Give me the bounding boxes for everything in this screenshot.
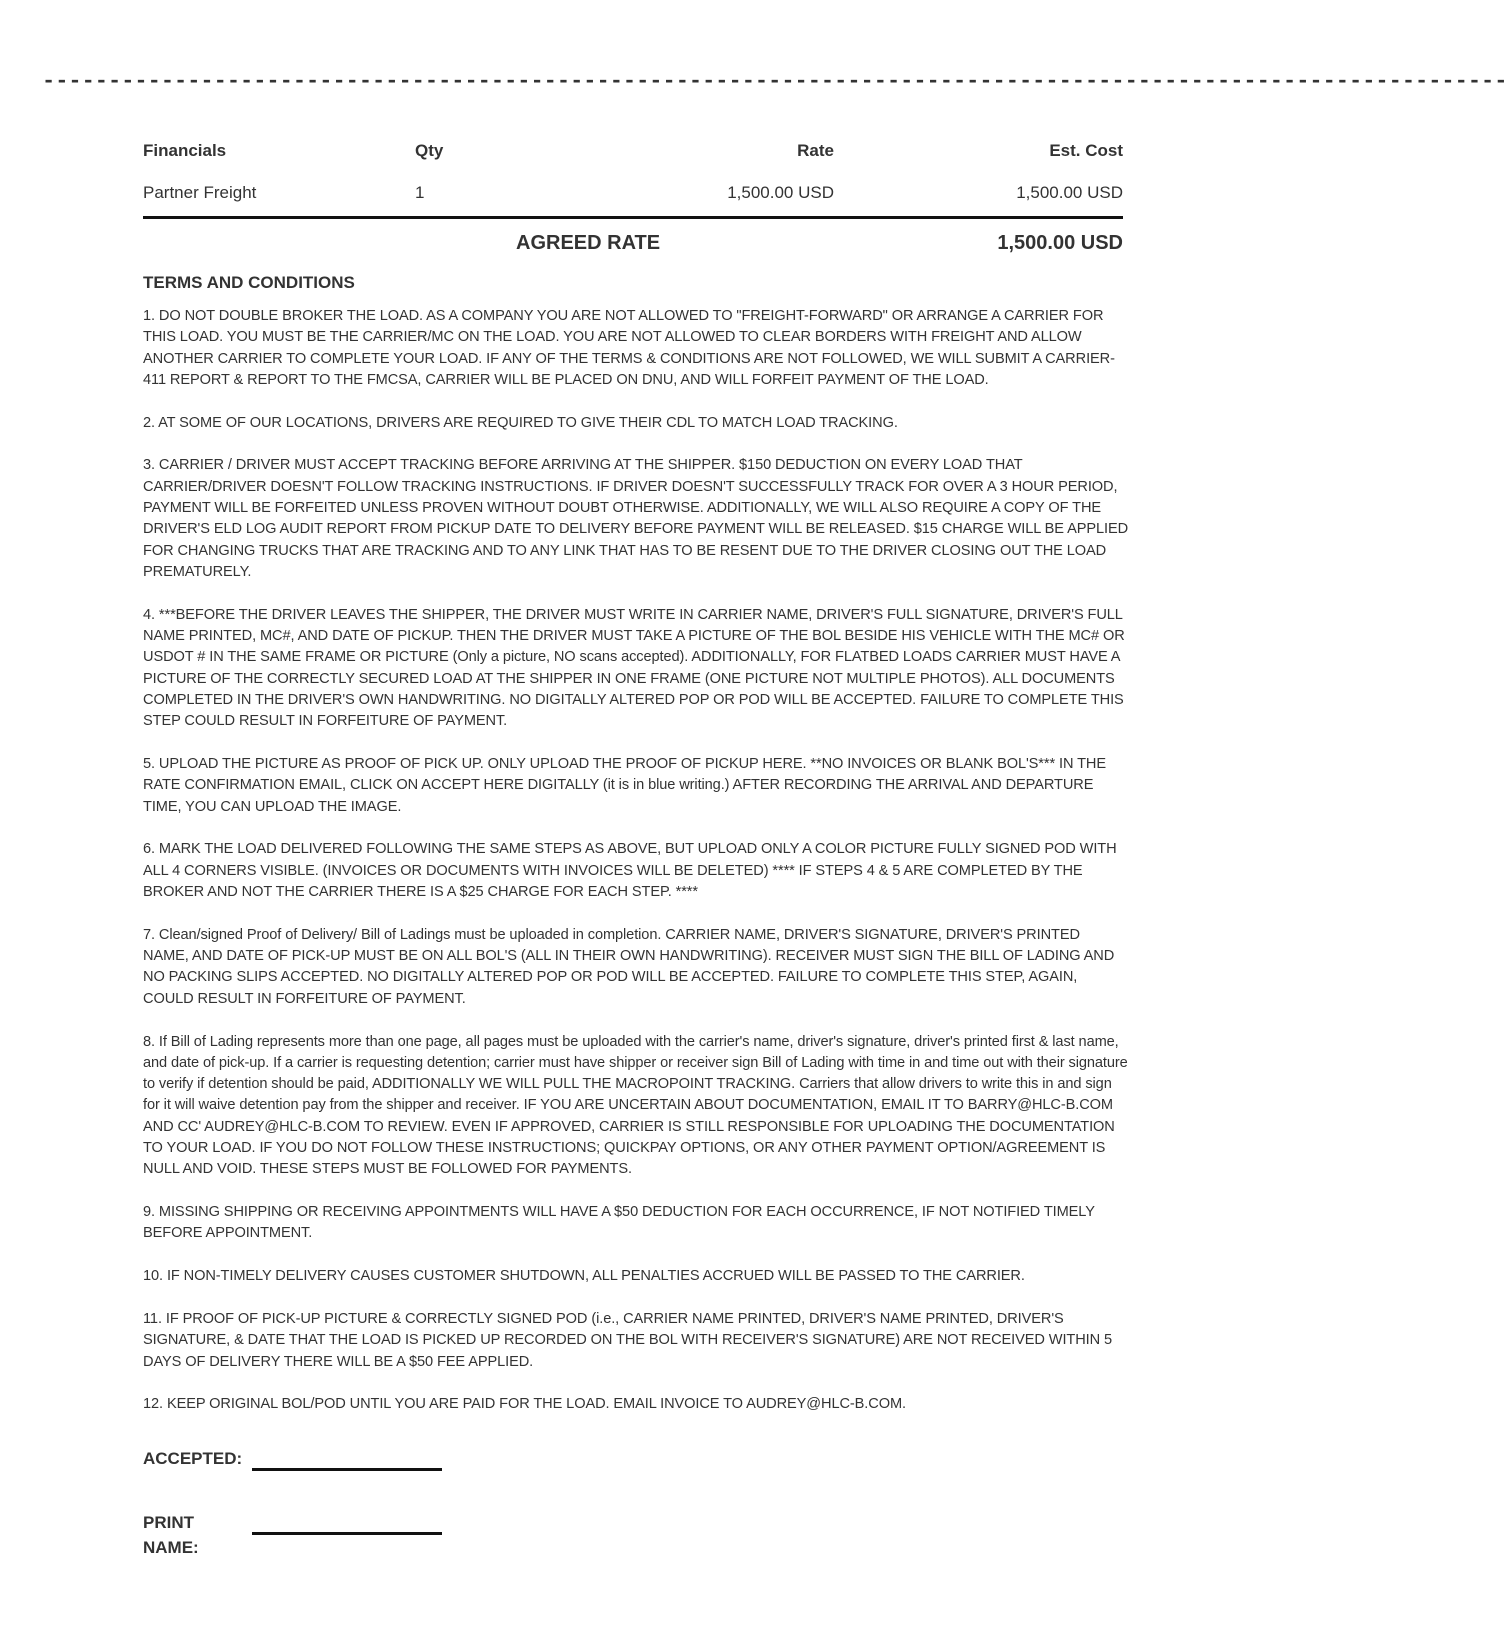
accepted-label: ACCEPTED:	[143, 1449, 243, 1468]
financials-header: Financials	[143, 141, 227, 160]
print-name-line[interactable]	[252, 1532, 442, 1535]
print-name-label-line2: NAME:	[143, 1538, 199, 1557]
qty-header: Qty	[415, 141, 444, 160]
term-item: 11. IF PROOF OF PICK-UP PICTURE & CORRECTLY SIGNED POD (i.e., CARRIER NAME PRINTED, DRIVER'S NAME PRINTED, DRIVER'S SIGNATURE, & DATE THAT THE LOAD IS PICKED UP RECORDED ON THE BOL WITH RECEIVER'S SIGNATURE) ARE NOT RECEIVED WITHIN 5 DAYS OF DELIVERY THERE WILL BE A $50 FEE APPLIED.	[143, 1310, 1113, 1370]
tear-off-separator: ---------------------------------------------------------------------------------------------------------------	[42, 69, 1507, 94]
print-name-label	[143, 1510, 199, 1560]
term-item: 6. MARK THE LOAD DELIVERED FOLLOWING THE SAME STEPS AS ABOVE, BUT UPLOAD ONLY A COLOR PICTURE FULLY SIGNED POD WITH ALL 4 CORNERS VISIBLE. (INVOICES OR DOCUMENTS WITH INVOICES WILL BE DELETED) **** IF STEPS 4 & 5 ARE COMPLETED BY THE BROKER AND NOT THE CARRIER THERE IS A $25 CHARGE FOR EACH STEP. ****	[143, 841, 1117, 901]
agreed-rate-value: 1,500.00 USD	[997, 232, 1123, 254]
print-name-label-line1: PRINT	[143, 1513, 194, 1532]
agreed-rate-row	[143, 230, 1123, 260]
term-item: 7. Clean/signed Proof of Delivery/ Bill of Ladings must be uploaded in completion. CARRIER NAME, DRIVER'S SIGNATURE, DRIVER'S PRINTED NAME, AND DATE OF PICK-UP MUST BE ON ALL BOL'S (ALL IN THEIR OWN HANDWRITING). RECEIVER MUST SIGN THE BILL OF LADING AND NO PACKING SLIPS ACCEPTED. NO DIGITALLY ALTERED POP OR POD WILL BE ACCEPTED. FAILURE TO COMPLETE THIS STEP, AGAIN, COULD RESULT IN FORFEITURE OF PAYMENT.	[143, 926, 1115, 1007]
terms-list	[143, 306, 1128, 1437]
term-item: 1. DO NOT DOUBLE BROKER THE LOAD. AS A COMPANY YOU ARE NOT ALLOWED TO "FREIGHT-FORWARD" OR ARRANGE A CARRIER FOR THIS LOAD. YOU MUST BE THE CARRIER/MC ON THE LOAD. YOU ARE NOT ALLOWED TO CLEAR BORDERS WITH FREIGHT AND ALLOW ANOTHER CARRIER TO COMPLETE YOUR LOAD. IF ANY OF THE TERMS & CONDITIONS ARE NOT FOLLOWED, WE WILL SUBMIT A CARRIER-411 REPORT & REPORT TO THE FMCSA, CARRIER WILL BE PLACED ON DNU, AND WILL FORFEIT PAYMENT OF THE LOAD.	[143, 308, 1115, 388]
term-item: 5. UPLOAD THE PICTURE AS PROOF OF PICK UP. ONLY UPLOAD THE PROOF OF PICKUP HERE. **NO INVOICES OR BLANK BOL'S*** IN THE RATE CONFIRMATION EMAIL, CLICK ON ACCEPT HERE DIGITALLY (it is in blue writing.) AFTER RECORDING THE ARRIVAL AND DEPARTURE TIME, YOU CAN UPLOAD THE IMAGE.	[143, 756, 1106, 815]
est-cost-header: Est. Cost	[1049, 141, 1123, 160]
financials-table	[143, 136, 1123, 224]
line-item-qty: 1	[415, 183, 425, 202]
line-item-rate: 1,500.00 USD	[727, 183, 834, 202]
term-item: 8. If Bill of Lading represents more than one page, all pages must be uploaded with the carrier's name, driver's signature, driver's printed first & last name, and date of pick-up. If a carrier is requesting detention; carrier must have shipper or receiver sign Bill of Lading with time in and time out with their signature to verify if detention should be paid, ADDITIONALLY WE WILL PULL THE MACROPOINT TRACKING. Carriers that allow drivers to write this in and sign for it will waive detention pay from the shipper and receiver. IF YOU ARE UNCERTAIN ABOUT DOCUMENTATION, EMAIL IT TO BARRY@HLC-B.COM AND CC' AUDREY@HLC-B.COM TO REVIEW. EVEN IF APPROVED, CARRIER IS STILL RESPONSIBLE FOR UPLOADING THE DOCUMENTATION TO YOUR LOAD. IF YOU DO NOT FOLLOW THESE INSTRUCTIONS; QUICKPAY OPTIONS, OR ANY OTHER PAYMENT OPTION/AGREEMENT IS NULL AND VOID. THESE STEPS MUST BE FOLLOWED FOR PAYMENTS.	[143, 1033, 1128, 1178]
term-item: 3. CARRIER / DRIVER MUST ACCEPT TRACKING BEFORE ARRIVING AT THE SHIPPER. $150 DEDUCTION ON EVERY LOAD THAT CARRIER/DRIVER DOESN'T FOLLOW TRACKING INSTRUCTIONS. IF DRIVER DOESN'T SUCCESSFULLY TRACK FOR OVER A 3 HOUR PERIOD, PAYMENT WILL BE FORFEITED UNLESS PROVEN WITHOUT DOUBT OTHERWISE. ADDITIONALLY, WE WILL ALSO REQUIRE A COPY OF THE DRIVER'S ELD LOG AUDIT REPORT FROM PICKUP DATE TO DELIVERY BEFORE PAYMENT WILL BE RELEASED. $15 CHARGE WILL BE APPLIED FOR CHANGING TRUCKS THAT ARE TRACKING AND TO ANY LINK THAT HAS TO BE RESENT DUE TO THE DRIVER CLOSING OUT THE LOAD PREMATURELY.	[143, 457, 1129, 580]
line-item-name: Partner Freight	[143, 183, 257, 202]
term-item: 12. KEEP ORIGINAL BOL/POD UNTIL YOU ARE PAID FOR THE LOAD. EMAIL INVOICE TO AUDREY@HLC-B.COM.	[143, 1396, 906, 1413]
term-item: 10. IF NON-TIMELY DELIVERY CAUSES CUSTOMER SHUTDOWN, ALL PENALTIES ACCRUED WILL BE PASSED TO THE CARRIER.	[143, 1268, 1025, 1285]
accepted-signature-line[interactable]	[252, 1468, 442, 1471]
total-divider	[143, 216, 1123, 219]
term-item: 9. MISSING SHIPPING OR RECEIVING APPOINTMENTS WILL HAVE A $50 DEDUCTION FOR EACH OCCURRENCE, IF NOT NOTIFIED TIMELY BEFORE APPOINTMENT.	[143, 1204, 1095, 1242]
agreed-rate-label: AGREED RATE	[516, 232, 661, 254]
rate-header: Rate	[797, 141, 834, 160]
terms-heading: TERMS AND CONDITIONS	[143, 273, 355, 292]
term-item: 4. ***BEFORE THE DRIVER LEAVES THE SHIPPER, THE DRIVER MUST WRITE IN CARRIER NAME, DRIVER'S FULL SIGNATURE, DRIVER'S FULL NAME PRINTED, MC#, AND DATE OF PICKUP. THEN THE DRIVER MUST TAKE A PICTURE OF THE BOL BESIDE HIS VEHICLE WITH THE MC# OR USDOT # IN THE SAME FRAME OR PICTURE (Only a picture, NO scans accepted). ADDITIONALLY, FOR FLATBED LOADS CARRIER MUST HAVE A PICTURE OF THE CORRECTLY SECURED LOAD AT THE SHIPPER IN ONE FRAME (ONE PICTURE NOT MULTIPLE PHOTOS). ALL DOCUMENTS COMPLETED IN THE DRIVER'S OWN HANDWRITING. NO DIGITALLY ALTERED POP OR POD WILL BE ACCEPTED. FAILURE TO COMPLETE THIS STEP COULD RESULT IN FORFEITURE OF PAYMENT.	[143, 606, 1125, 730]
line-item-cost: 1,500.00 USD	[1016, 183, 1123, 202]
term-item: 2. AT SOME OF OUR LOCATIONS, DRIVERS ARE REQUIRED TO GIVE THEIR CDL TO MATCH LOAD TRACKING.	[143, 414, 898, 431]
financials-header-row	[143, 136, 1123, 180]
